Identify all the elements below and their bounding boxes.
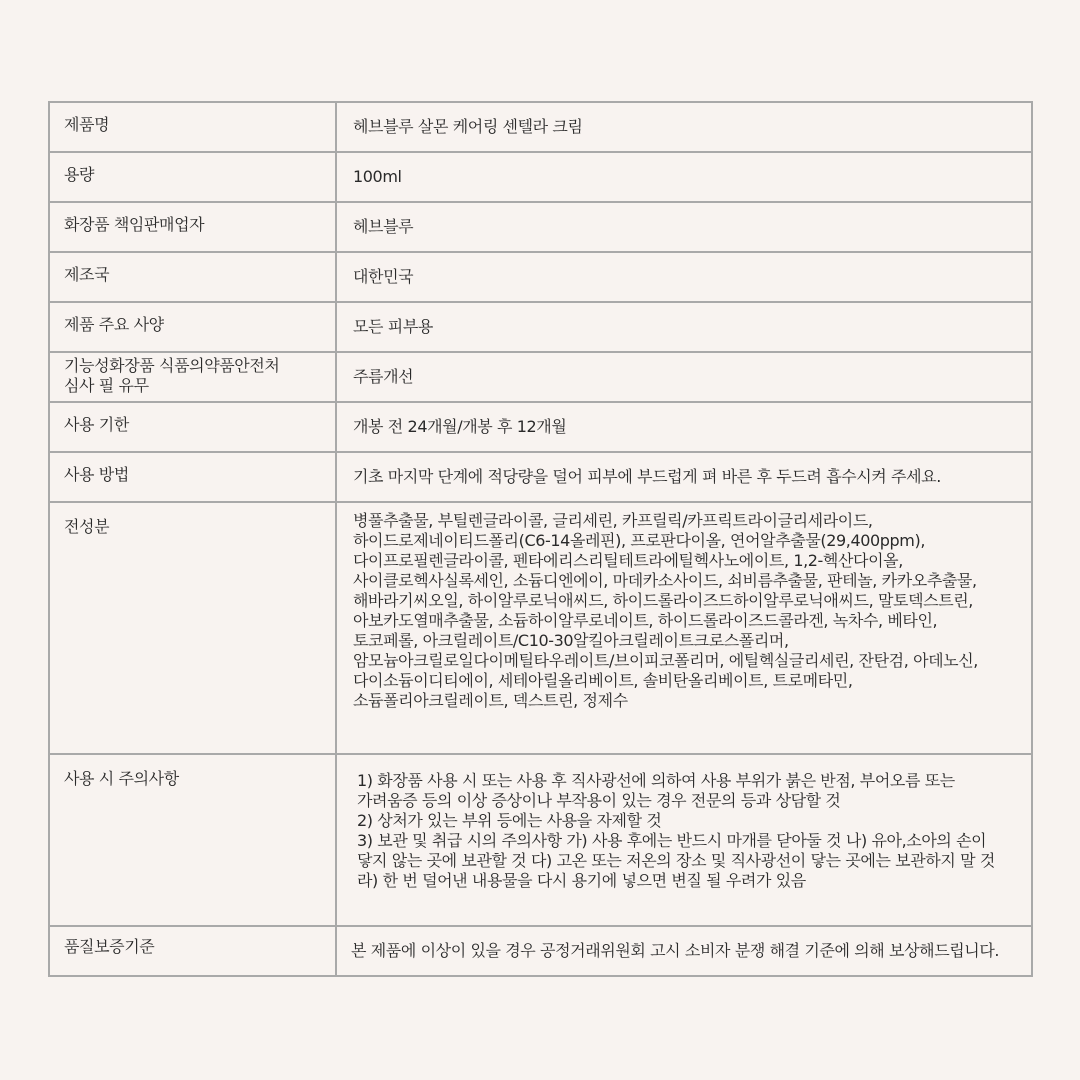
label-cell — [49, 202, 336, 252]
value-functional: 주름개선 — [353, 367, 414, 386]
value-cell — [336, 926, 1032, 976]
row-capacity — [49, 152, 1032, 202]
value-cell — [336, 402, 1032, 452]
value-cell — [336, 754, 1032, 926]
label-cell — [49, 302, 336, 352]
label-cell — [49, 452, 336, 502]
value-cell — [336, 502, 1032, 754]
value-product-name: 헤브블루 살몬 케어링 센텔라 크림 — [353, 117, 583, 136]
label-usage: 사용 방법 — [64, 465, 129, 484]
row-product-name — [49, 102, 1032, 152]
label-capacity: 용량 — [64, 165, 95, 184]
label-cell — [49, 502, 336, 754]
caution-line: 가려움증 등의 이상 증상이나 부작용이 있는 경우 전문의 등과 상담할 것 — [357, 791, 841, 810]
cautions-list — [353, 755, 1027, 891]
label-cell — [49, 754, 336, 926]
row-functional — [49, 352, 1032, 402]
value-capacity: 100ml — [353, 167, 402, 186]
row-seller — [49, 202, 1032, 252]
label-cell — [49, 352, 336, 402]
ingredient-line: 사이클로헥사실록세인, 소듐디엔에이, 마데카소사이드, 쇠비름추출물, 판테놀, 카카오추출물, — [353, 571, 977, 590]
caution-line: 닿지 않는 곳에 보관할 것 다) 고온 또는 저온의 장소 및 직사광선이 닿는 곳에는 보관하지 말 것 — [357, 851, 995, 870]
product-info-table — [48, 101, 1033, 977]
row-ingredients — [49, 502, 1032, 754]
label-functional-line2: 심사 필 유무 — [64, 376, 149, 395]
label-cell — [49, 102, 336, 152]
row-cautions — [49, 754, 1032, 926]
value-seller: 헤브블루 — [353, 217, 414, 236]
row-spec — [49, 302, 1032, 352]
value-country: 대한민국 — [353, 267, 414, 286]
ingredient-line: 다이소듐이디티에이, 세테아릴올리베이트, 솔비탄올리베이트, 트로메타민, — [353, 671, 853, 690]
caution-line: 2) 상처가 있는 부위 등에는 사용을 자제할 것 — [357, 811, 662, 830]
label-functional-line1: 기능성화장품 식품의약품안전처 — [64, 356, 280, 375]
caution-line: 3) 보관 및 취급 시의 주의사항 가) 사용 후에는 반드시 마개를 닫아둘 것 나) 유아,소아의 손이 — [357, 831, 987, 850]
label-spec: 제품 주요 사양 — [64, 315, 164, 334]
label-cell — [49, 926, 336, 976]
row-country — [49, 252, 1032, 302]
label-country: 제조국 — [64, 265, 110, 284]
value-quality: 본 제품에 이상이 있을 경우 공정거래위원회 고시 소비자 분쟁 해결 기준에 의해 보상해드립니다. — [351, 941, 1000, 960]
label-ingredients: 전성분 — [64, 517, 110, 536]
ingredient-line: 하이드로제네이티드폴리(C6-14올레핀), 프로판다이올, 연어알추출물(29,400ppm), — [353, 531, 926, 550]
row-expiry — [49, 402, 1032, 452]
value-expiry: 개봉 전 24개월/개봉 후 12개월 — [353, 417, 567, 436]
ingredient-line: 아보카도열매추출물, 소듐하이알루로네이트, 하이드롤라이즈드콜라겐, 녹차수, 베타인, — [353, 611, 938, 630]
value-cell — [336, 202, 1032, 252]
label-expiry: 사용 기한 — [64, 415, 129, 434]
ingredient-line: 해바라기씨오일, 하이알루로닉애씨드, 하이드롤라이즈드하이알루로닉애씨드, 말토덱스트린, — [353, 591, 973, 610]
value-spec: 모든 피부용 — [353, 317, 433, 336]
label-quality: 품질보증기준 — [64, 937, 155, 956]
value-cell — [336, 102, 1032, 152]
value-cell — [336, 452, 1032, 502]
ingredient-line: 병풀추출물, 부틸렌글라이콜, 글리세린, 카프릴릭/카프릭트라이글리세라이드, — [353, 511, 873, 530]
label-seller: 화장품 책임판매업자 — [64, 215, 205, 234]
label-cell — [49, 402, 336, 452]
label-cell — [49, 152, 336, 202]
label-cell — [49, 252, 336, 302]
label-cautions: 사용 시 주의사항 — [64, 769, 179, 788]
ingredient-line: 다이프로필렌글라이콜, 펜타에리스리틸테트라에틸헥사노에이트, 1,2-헥산다이올, — [353, 551, 903, 570]
ingredients-list — [353, 503, 1027, 711]
value-cell — [336, 352, 1032, 402]
value-cell — [336, 152, 1032, 202]
caution-line: 라) 한 번 덜어낸 내용물을 다시 용기에 넣으면 변질 될 우려가 있음 — [357, 871, 806, 890]
label-product-name: 제품명 — [64, 115, 110, 134]
caution-line: 1) 화장품 사용 시 또는 사용 후 직사광선에 의하여 사용 부위가 붉은 반점, 부어오름 또는 — [357, 771, 955, 790]
value-usage: 기초 마지막 단계에 적당량을 덜어 피부에 부드럽게 펴 바른 후 두드려 흡수시켜 주세요. — [353, 467, 941, 486]
row-usage — [49, 452, 1032, 502]
ingredient-line: 소듐폴리아크릴레이트, 덱스트린, 정제수 — [353, 691, 628, 710]
ingredient-line: 토코페롤, 아크릴레이트/C10-30알킬아크릴레이트크로스폴리머, — [353, 631, 789, 650]
row-quality — [49, 926, 1032, 976]
value-cell — [336, 252, 1032, 302]
ingredient-line: 암모늄아크릴로일다이메틸타우레이트/브이피코폴리머, 에틸헥실글리세린, 잔탄검, 아데노신, — [353, 651, 978, 670]
value-cell — [336, 302, 1032, 352]
